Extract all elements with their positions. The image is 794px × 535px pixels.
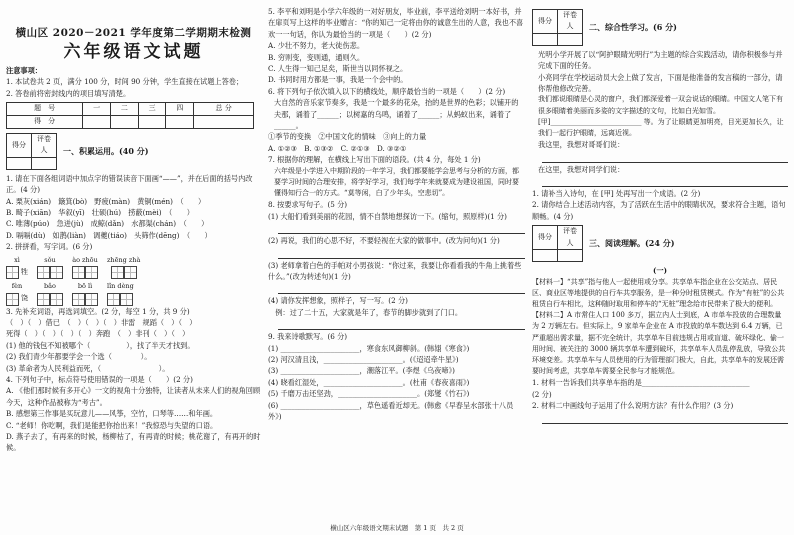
pinyin-item: bǎo [37, 281, 63, 305]
reading-question-1-score: (2 分) [532, 389, 552, 399]
q5-option: C. 人生得一知己足矣，斯世当以同怀视之。 [268, 64, 408, 74]
score-table-cell: 题 号 [7, 103, 83, 116]
q3-row: 死得（ ）（ ）（ ）（ ）奔跑 （ ）非刊（ ）（ ） [6, 329, 190, 339]
answer-line[interactable] [542, 413, 788, 424]
score-table-input[interactable] [83, 116, 111, 129]
q4-option: D. 燕子去了，有再来的时候，杨柳枯了，有再青的时候；桃花谢了，有再开的时候。 [6, 431, 261, 453]
grader-reviewer-input[interactable] [32, 157, 57, 169]
grader-box [6, 133, 57, 170]
note-1: 1. 本试卷共 2 页，满分 100 分，时间 90 分钟，学生直接在试题上答卷； [6, 77, 244, 87]
section-3-title: 三、阅读理解。(24 分) [589, 237, 675, 248]
grader-score-label: 得分 [533, 226, 558, 250]
grader-reviewer-input[interactable] [558, 250, 583, 262]
writing-box[interactable] [6, 293, 19, 306]
q3-sub: (2) 我们青少年都要学会一个选（ ）。 [6, 352, 152, 362]
score-table-input[interactable] [194, 116, 254, 129]
score-table-cell: 四 [166, 103, 194, 116]
q1-option: B. 畸子(xiān) 华叙(yī) 壮硕(hú) 捞蔽(mèi) （ ） [6, 208, 194, 218]
writing-box[interactable] [72, 266, 85, 279]
q6-passage: 大自然的音乐家节奏多，我是一个最多的花朵，抬的是世界的色彩；以铺开的夫那，诵着了______；以树嘉的乌鸣，诵着了______；从蚂蚁出来，诵着了______。 [274, 98, 519, 131]
s2-intro: 光明小学开展了以“阿护眼睛光明行”为主题的综合实践活动，请你积极参与并完成下面的任务。 [538, 49, 783, 71]
answer-line[interactable] [278, 223, 525, 234]
pinyin-item: zhēng zhà [107, 255, 140, 279]
q1-option: D. 嗝嗝(dù) 如鹊(liàn) 调夔(tiáo) 头筛作(dēng) （ ） [6, 230, 212, 240]
q6-choices: A. ①②③ B. ①③② C. ②①③ D. ③②① [268, 143, 407, 153]
grader-score-input[interactable] [533, 250, 558, 262]
reading-question-2: 2. 材料二中画线句子运用了什么说明方法？有什么作用？(3 分) [532, 401, 734, 411]
question-7: 7. 根据你的理解，在横线上写出下面的语段。(共 4 分，每处 1 分) [268, 155, 481, 165]
score-table-input[interactable] [138, 116, 166, 129]
middle-column [268, 6, 525, 422]
score-table-input[interactable] [166, 116, 194, 129]
writing-box[interactable] [120, 293, 133, 306]
score-table-cell: 二 [111, 103, 139, 116]
pinyin-item: lǐn dèng [107, 281, 134, 305]
writing-box[interactable] [85, 266, 98, 279]
s2-task: 小亮同学在学校运动员大会上做了发言，下面是他准备的发言稿的一部分，请你帮他修改完善。 [538, 72, 783, 94]
q8-item: (4) 请你发挥想象，照样子，写一写。(2 分) [268, 296, 408, 306]
writing-box[interactable] [85, 293, 98, 306]
grader-score-input[interactable] [7, 157, 32, 169]
q1-option: A. 栗灰(xián) 簸箕(bò) 野疲(màn) 黄铜(mén) （ ） [6, 196, 206, 206]
score-table-cell: 得 分 [7, 116, 83, 129]
q8-example: 例：过了二十五，大家就是年了，春节的脚步就到了门口。 [268, 307, 463, 317]
q9-item: (2) 河汉清且浅，______________________。(《迢迢牵牛星》) [268, 354, 459, 364]
exam-title: 六年级语文试题 [63, 42, 204, 63]
notes-heading: 注意事项： [6, 65, 42, 75]
q4-option: B. 感想第三作事是买玩意儿——风筝，空竹，口琴等……和年画。 [6, 409, 218, 419]
answer-line[interactable] [542, 176, 788, 187]
section-1-title: 一、积累运用。(40 分) [63, 145, 149, 156]
q5-option: A. 少壮不努力，老大徒伤悲。 [268, 41, 365, 51]
pinyin-item: bō lì [72, 281, 98, 305]
s2-question-2: 2. 请你结合上述活动内容，为了活跃在生活中的眼睛状况，要求符合主题，语句顺畅。(4 分) [532, 200, 786, 221]
right-column [532, 6, 788, 425]
section-2-heading [532, 9, 788, 46]
section-2-title: 二、综合性学习。(6 分) [589, 21, 677, 32]
reading-part-label: (一) [653, 266, 667, 276]
q5-option: B. 穷则变，变则通，通则久。 [268, 52, 365, 62]
q6-items: ①季节的变换 ②中国文化的情味 ③向上的力量 [268, 132, 427, 142]
grader-reviewer-label: 评卷人 [558, 10, 583, 34]
grader-score-label: 得分 [7, 134, 32, 158]
writing-box[interactable] [37, 293, 50, 306]
writing-box[interactable] [50, 293, 63, 306]
grader-reviewer-label: 评卷人 [558, 226, 583, 250]
answer-line[interactable] [278, 319, 525, 330]
question-4: 4. 下列句子中，标点符号使用错误的一项是（ ）(2 分) [6, 374, 193, 384]
q3-sub: (3) 革命者为人民利益而死，（ ）。 [6, 363, 170, 373]
pinyin-row-2 [6, 281, 261, 305]
q1-option: C. 唯薄(púo) 急迸(jù) 成鲸(dǎn) 水都渠(chán) （ ） [6, 219, 209, 229]
s2-question-1: 1. 请补当入诗句，在 [甲] 处再写出一个成语。(2 分) [532, 189, 701, 199]
q9-item: (3) ______________________，潮落江平。(李煜《乌夜啼》) [268, 366, 455, 376]
pinyin-item: xì 牲 [6, 255, 28, 279]
pinyin-row-1 [6, 255, 261, 279]
question-5: 5. 李平和刘明是小学六年级的一对好朋友，毕业前，李平送给刘明一本好书，并在扉页写上这样的毕业赠言：“你的知己一定将由你的诚意生出的人意，我也不喜欢一一句话，你认为最恰当的一项是（ ）(2 分) [268, 7, 524, 39]
q8-item: (3) 老师拿着白色的手帕对小男孩说：“你过来，我要让你看看我的牛角上挑着些什么。”(改为转述句)(1 分) [268, 260, 522, 281]
note-2: 2. 答卷前将密封线内的项目填写清楚。 [6, 88, 131, 98]
writing-box[interactable] [37, 266, 50, 279]
writing-box[interactable] [50, 266, 63, 279]
section-1-heading [6, 133, 261, 170]
q3-row: （ ）（ ）借已 （ ）（ ）（ ）非雷 规蹈（ ）（ ） [6, 317, 197, 327]
page-footer: 横山区六年级语文期末试题 第 1 页 共 2 页 [330, 524, 464, 532]
score-table-input[interactable] [111, 116, 139, 129]
q5-option: D. 书同时用方都是一事，我是一个会中的。 [268, 75, 408, 85]
material-2: 【材料二】A 市常住人口 100 多万，据立内人士到底，A 市单车投放的合理数量为 2 万辆左右。但实际上，9 家单车企业在 A 市投放的单车数达到 6.4 万辆，已严重超出需求量，据不完全统计，共享单车目前违规占用或盲道、破坏绿化、偷一用时间、被关注的 3000 辆共享单车遭到破坏，共享单车人员乱停乱放，导致公共环境变差。共享单车与人员使用的行为管理部门极大，自此，共享单车的发展还需要时间考虑，共享单车需要全民参与才能规范。 [532, 311, 786, 376]
writing-box[interactable] [72, 293, 85, 306]
s2-prompt-1: 我这里，我想对哥哥们说： [538, 140, 625, 150]
question-1: 1. 请在下面各组词语中加点字的错误读音下面画“——”，并在后面的括号内改正。(4 分) [6, 173, 253, 195]
grader-score-input[interactable] [533, 33, 558, 45]
grader-reviewer-label: 评卷人 [32, 134, 57, 158]
q3-sub: (1) 他的钱包不知被哪个（ ），找了半天才找到。 [6, 340, 195, 350]
reading-question-1: 1. 材料一告诉我们共享单车指的是______________________________ [532, 378, 750, 388]
s2-speech: 我们都说眼睛是心灵的窗户，我们都深爱着一双会说话的眼睛。中国文人笔下有很多眼睛着美丽而多姿的文字描述的文句，比如白光如雪。[甲]__________________________ 等。为了让眼睛更加明亮，目光更加长久，让我们一起行护眼睛，远离近视。 [538, 95, 784, 138]
q9-item: (6) ______________________，草色遥看近却无。(韩愈《早春呈水部张十八员外》) [268, 400, 514, 421]
pinyin-item: ào zhōu [72, 255, 98, 279]
question-3: 3. 先补充词语，再选词填空。(2 分，每空 1 分，共 9 分) [6, 306, 190, 316]
question-6: 6. 将下列句子依次填入以下的横线处，顺序最恰当的一项是（ ）(2 分) [268, 86, 506, 96]
score-table [6, 102, 254, 129]
grader-score-label: 得分 [533, 10, 558, 34]
q4-option: A. 《他们那时候有多开心》一文的视角十分独特，让读者从未来人们的视角回顾今天，这种作品被称为“考古”。 [6, 386, 261, 407]
material-1: 【材料一】“共享”指与他人一起使用或分享。共享单车指企业在公交站点、居民区、商业区等地提供的自行车共享服务，是一种分时租赁模式。作为“有桩”的公共租赁自行车相比，这种随时取用和停车的“无桩”理念给市民带来了极大的便利。 [532, 277, 785, 308]
left-column [6, 6, 261, 454]
answer-line[interactable] [542, 152, 788, 163]
answer-line[interactable] [278, 283, 525, 294]
question-9: 9. 我来诗歌默写。(6 分) [268, 332, 348, 342]
question-8: 8. 按要求写句子。(5 分) [268, 200, 348, 210]
s2-prompt-2: 在这里，我想对同学们说： [538, 164, 625, 174]
q8-item: (1) 大船们看到美丽的花园，情不自禁地想探访一下。(缩句，照原样)(1 分) [268, 211, 507, 221]
question-2: 2. 拼拼看，写字词。(6 分) [6, 242, 93, 252]
answer-line[interactable] [278, 248, 525, 259]
score-table-cell: 总 分 [194, 103, 254, 116]
grader-reviewer-input[interactable] [558, 33, 583, 45]
q9-item: (1) ______________________，寒食东风御柳斜。(韩翃《寒食》) [268, 343, 470, 353]
q9-item: (4) 晓看红湿处，______________________。(杜甫《春夜喜雨》) [268, 377, 470, 387]
section-3-heading [532, 225, 788, 262]
score-table-cell: 一 [83, 103, 111, 116]
writing-box[interactable] [124, 266, 137, 279]
grader-box [532, 9, 583, 46]
writing-box[interactable] [111, 266, 124, 279]
q4-option: C. “老师！你吃啊，我们是能把你抬出来！”我惊恐与失望的口语。 [6, 420, 218, 430]
writing-box[interactable] [107, 293, 120, 306]
writing-box[interactable] [6, 266, 19, 279]
pinyin-item: fèn 饶 [6, 281, 28, 305]
q9-item: (5) 千磨万击还坚劲，______________________。(郑燮《竹石》) [268, 389, 470, 399]
q8-item: (2) 再说，我们的心思不好，不要轻视在大家的做事中。(改为问句)(1 分) [268, 236, 500, 246]
pinyin-item: sǒu [37, 255, 63, 279]
score-table-cell: 三 [138, 103, 166, 116]
exam-header: 横山区 2020－2021 学年度第二学期期末检测 [15, 27, 252, 39]
q7-passage: 六年级是小学进入中期阶段的一年学习，我们都要能学会思考与分析的方面，都要学习时间的合理安排，将学好学习，我们每学年来就要成为建设祖国，同时要懂得知行合一的方式。“莫等闲，白了少年头，空悲切”。 [274, 166, 519, 198]
grader-box [532, 225, 583, 262]
